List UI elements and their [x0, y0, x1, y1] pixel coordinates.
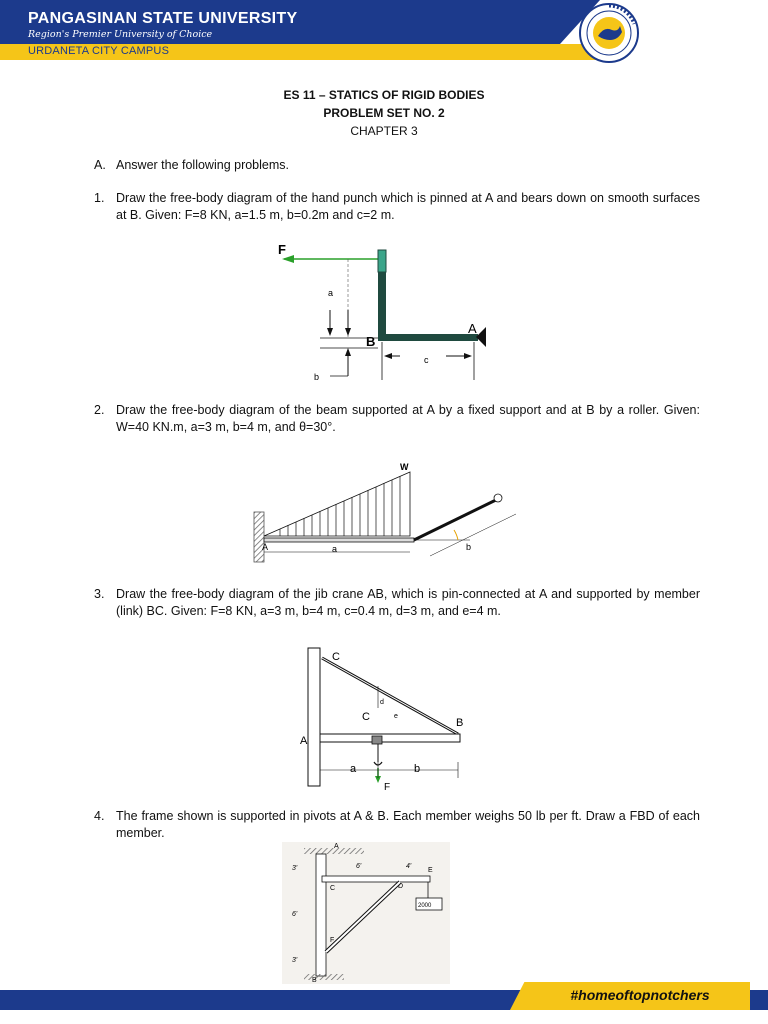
- label-a: a: [350, 763, 357, 775]
- problem-2-number: 2.: [94, 403, 105, 417]
- bottom-ground-hatch: [304, 974, 344, 980]
- problem-1-text: Draw the free-body diagram of the hand punch which is pinned at A and bears down on smooth surfaces at B. Given: F=8 KN, a=1.5 m, b=0.2m and c=2 m.: [116, 191, 700, 222]
- label-a: a: [328, 288, 334, 298]
- label-b: b: [314, 372, 320, 382]
- punch-horizontal-arm: [378, 334, 478, 341]
- course-title: ES 11 – STATICS OF RIGID BODIES: [283, 88, 485, 102]
- dim-b-line: [430, 514, 516, 556]
- trolley: [372, 736, 382, 744]
- horizontal-beam: [264, 538, 414, 542]
- problem-set-title: PROBLEM SET NO. 2: [323, 106, 445, 120]
- jib-crane-diagram: [298, 644, 478, 792]
- hand-punch-diagram: [270, 238, 500, 388]
- distributed-load-triangle: [264, 472, 410, 536]
- label-e: e: [394, 713, 398, 720]
- distributed-load-arrows: [280, 476, 400, 536]
- label-b: b: [466, 542, 472, 552]
- crane-column: [308, 648, 320, 786]
- frame-diagram: [282, 842, 450, 984]
- campus-name: URDANETA CITY CAMPUS: [28, 45, 170, 57]
- problem-2-text: Draw the free-body diagram of the beam supported at A by a fixed support and at B by a roller. Given: W=40 KN.m, a=3 m, b=4 m, and θ=30°.: [116, 403, 700, 434]
- roller-B: [494, 494, 502, 502]
- document-title: [0, 86, 768, 140]
- label-b: b: [414, 763, 421, 775]
- label-dim-6-horizontal: 6': [356, 863, 362, 870]
- label-A: A: [468, 321, 477, 336]
- dim-c-arrowhead-left: [384, 353, 392, 359]
- label-A: A: [262, 542, 269, 552]
- label-D: D: [398, 883, 404, 890]
- problem-4-text: The frame shown is supported in pivots at A & B. Each member weighs 50 lb per ft. Draw a FBD of each member.: [116, 809, 700, 840]
- instruction-letter: A.: [94, 158, 106, 172]
- instruction-text: Answer the following problems.: [116, 158, 289, 172]
- label-W: W: [400, 462, 409, 472]
- horizontal-member: [322, 876, 430, 882]
- label-B: B: [312, 977, 317, 984]
- label-A: A: [334, 843, 339, 850]
- label-a: a: [332, 544, 338, 554]
- university-seal-icon: [578, 2, 640, 64]
- label-dim-4: 4': [406, 863, 412, 870]
- pin-support-A: [476, 327, 486, 347]
- problem-3-number: 3.: [94, 587, 105, 601]
- vertical-member: [316, 854, 326, 976]
- label-C: C: [330, 885, 336, 892]
- dim-c-arrowhead-right: [464, 353, 472, 359]
- label-B: B: [366, 334, 376, 349]
- problem-1-number: 1.: [94, 191, 105, 205]
- chapter-label: CHAPTER 3: [350, 124, 418, 138]
- label-c: c: [424, 355, 429, 365]
- theta-arc: [454, 530, 458, 540]
- page-header: [0, 0, 768, 62]
- label-C-trolley: C: [362, 711, 370, 723]
- label-dim-6: 6': [292, 911, 298, 918]
- label-dim-3-lower: 3': [292, 957, 298, 964]
- label-C: C: [332, 651, 340, 663]
- label-dim-3: 3': [292, 865, 298, 872]
- university-tagline: Region's Premier University of Choice: [28, 29, 213, 40]
- label-E: E: [428, 867, 433, 874]
- dim-a-arrowhead-right: [345, 328, 351, 336]
- label-d: d: [380, 699, 384, 706]
- dim-b-arrowhead: [345, 348, 351, 356]
- label-load: 2000: [418, 903, 432, 909]
- problem-3-text: Draw the free-body diagram of the jib crane AB, which is pin-connected at A and supported by member (link) BC. Given: F=8 KN, a=3 m, b=4 m, c=0.4 m, d=3 m, and e=4 m.: [116, 587, 700, 618]
- problem-4-number: 4.: [94, 809, 105, 823]
- label-F: F: [278, 242, 286, 257]
- punch-vertical-arm: [378, 272, 386, 340]
- inclined-beam: [414, 498, 500, 540]
- dim-a-arrowhead-left: [327, 328, 333, 336]
- jib-beam-AB: [320, 734, 460, 742]
- fixed-wall-A: [254, 512, 264, 562]
- label-B: B: [456, 717, 464, 729]
- punch-handle: [378, 250, 386, 272]
- link-BC-inner: [322, 658, 458, 734]
- label-F: F: [384, 782, 391, 792]
- label-A: A: [300, 735, 308, 747]
- label-F: F: [330, 937, 335, 944]
- beam-diagram: [250, 460, 530, 566]
- footer-hashtag: #homeoftopnotchers: [570, 987, 710, 1003]
- university-name: PANGASINAN STATE UNIVERSITY: [28, 10, 298, 27]
